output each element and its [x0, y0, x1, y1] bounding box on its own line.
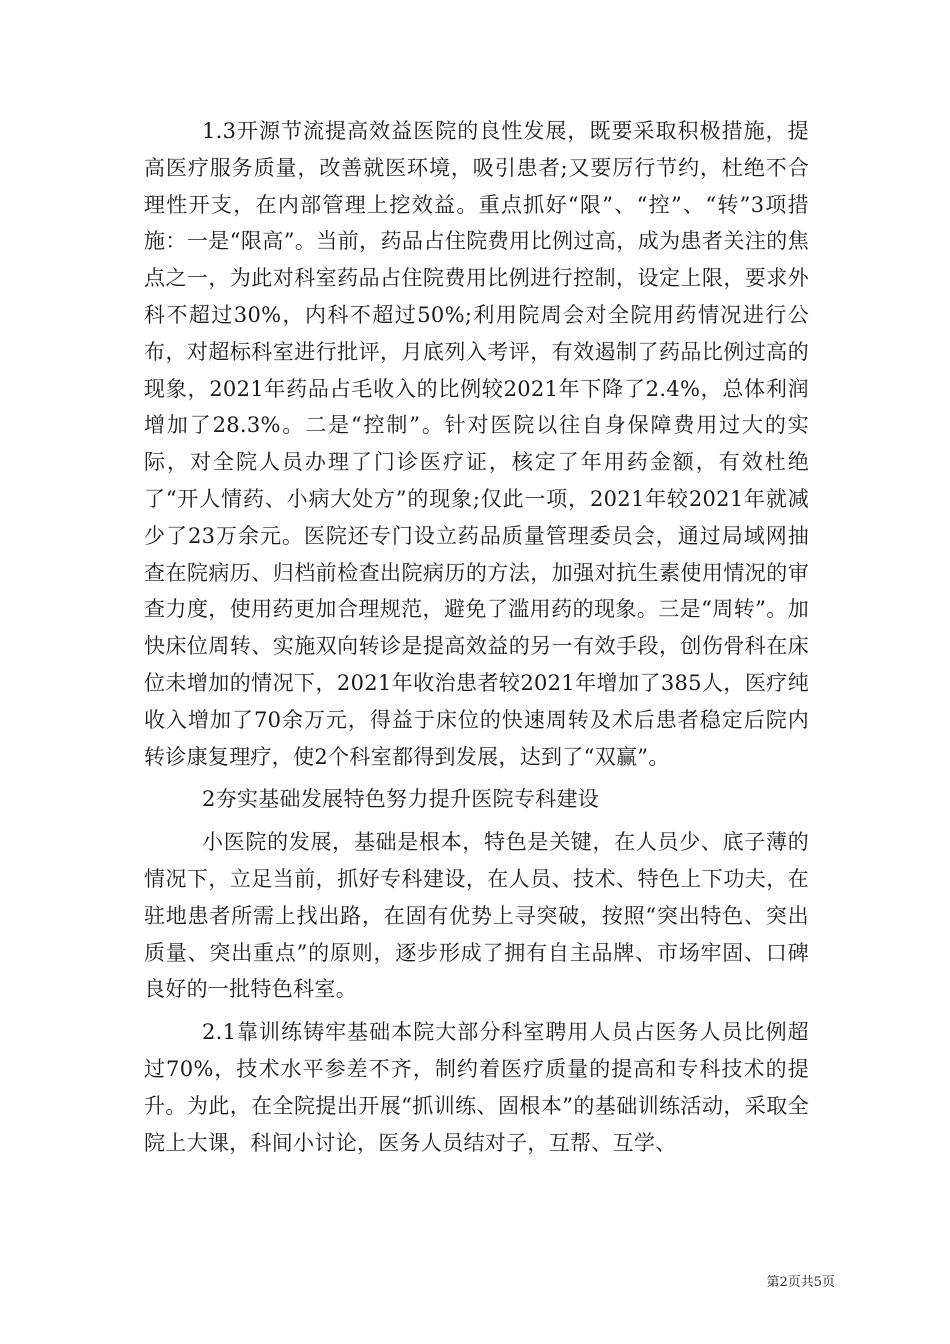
paragraph-open-source-cost-saving: 1.3开源节流提高效益医院的良性发展，既要采取积极措施，提高医疗服务质量，改善就医环境，吸引患者;又要厉行节约，杜绝不合理性开支，在内部管理上挖效益。重点抓好“限”、“控”、“转”3项措施：一是“限高”。当前，药品占住院费用比例过高，成为患者关注的焦点之一，为此对科室药品占住院费用比例进行控制，设定上限，要求外科不超过30%，内科不超过50%;利用院周会对全院用药情况进行公布，对超标科室进行批评，月底列入考评，有效遏制了药品比例过高的现象，2021年药品占毛收入的比例较2021年下降了2.4%，总体利润增加了28.3%。二是“控制”。针对医院以往自身保障费用过大的实际，对全院人员办理了门诊医疗证，核定了年用药金额，有效杜绝了“开人情药、小病大处方”的现象;仅此一项，2021年较2021年就减少了23万余元。医院还专门设立药品质量管理委员会，通过局域网抽查在院病历、归档前检查出院病历的方法，加强对抗生素使用情况的审查力度，使用药更加合理规范，避免了滥用药的现象。三是“周转”。加快床位周转、实施双向转诊是提高效益的另一有效手段，创伤骨科在床位未增加的情况下，2021年收治患者较2021年增加了385人，医疗纯收入增加了70余万元，得益于床位的快速周转及术后患者稳定后院内转诊康复理疗，使2个科室都得到发展，达到了“双赢”。 — [144, 119, 809, 769]
page-number-footer: 第2页共5页 — [766, 1275, 835, 1290]
section-heading-specialty-development: 2夯实基础发展特色努力提升医院专科建设 — [202, 787, 600, 812]
paragraph-training-foundation: 2.1靠训练铸牢基础本院大部分科室聘用人员占医务人员比例超过70%，技术水平参差不齐，制约着医疗质量的提高和专科技术的提升。为此，在全院提出开展“抓训练、固根本”的基础训练活动，采取全院上大课，科间小讨论，医务人员结对子，互帮、互学、 — [144, 1020, 809, 1155]
document-body — [144, 113, 809, 1161]
paragraph-small-hospital-development: 小医院的发展，基础是根本，特色是关键，在人员少、底子薄的情况下，立足当前，抓好专科建设，在人员、技术、特色上下功夫，在驻地患者所需上找出路，在固有优势上寻突破，按照“突出特色、突出质量、突出重点”的原则，逐步形成了拥有自主品牌、市场牢固、口碑良好的一批特色科室。 — [144, 830, 809, 1002]
